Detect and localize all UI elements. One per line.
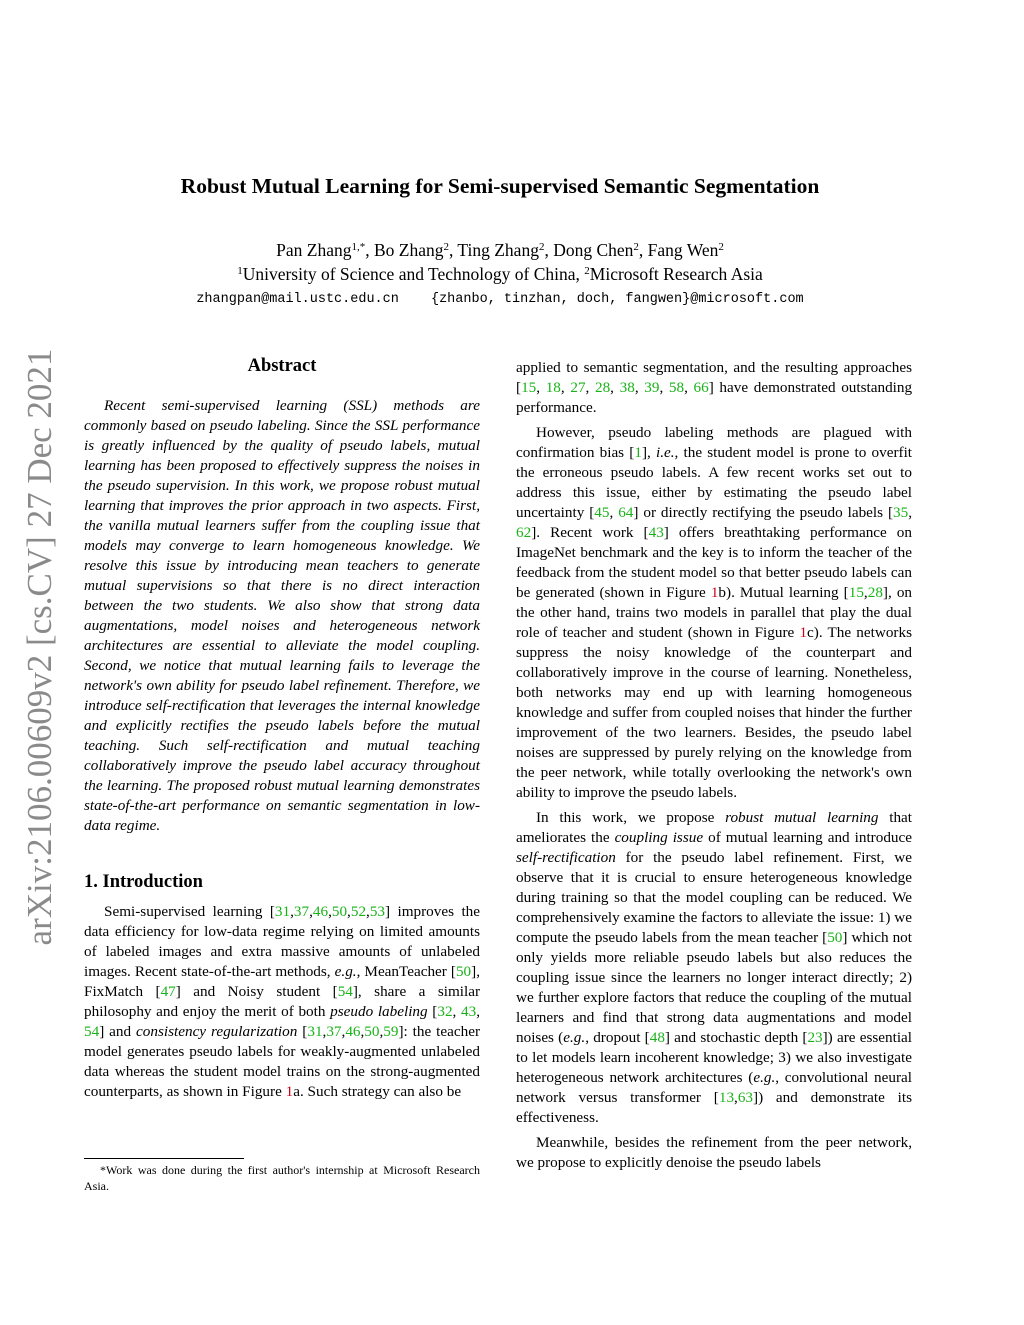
paper-title: Robust Mutual Learning for Semi-supervised Semantic Segmentation — [180, 174, 820, 198]
emphasis-text: pseudo labeling — [330, 1003, 428, 1020]
citation-link[interactable]: 28 — [867, 584, 883, 601]
emphasis-text: self-rectification — [516, 849, 616, 866]
citation-link[interactable]: 43 — [461, 1003, 477, 1020]
citation-link[interactable]: 27 — [570, 379, 586, 396]
citation-link[interactable]: 13 — [718, 1089, 735, 1106]
author-mark: 1,* — [351, 241, 366, 253]
arxiv-identifier: arXiv:2106.00609v2 [cs.CV] 27 Dec 2021 — [20, 348, 59, 946]
citation-link[interactable]: 39 — [644, 379, 660, 396]
author-mark: 2 — [443, 241, 449, 253]
abstract-text: Recent semi-supervised learning (SSL) methods are commonly based on pseudo labeling. Since the SSL performance is greatly influenced by the quality of pseudo labels, mutual learning has been proposed to effectively suppress the noises in the pseudo supervision. In this work, we propose robust mutual learning that improves the prior approach in two aspects. First, the vanilla mutual learners suffer from the coupling issue that models may converge to learn homogeneous knowledge. We resolve this issue by introducing mean teachers to generate mutual supervisions so that there is no direct interaction between the two students. We also show that strong data augmentations, model noises and heterogeneous network architectures are essential to alleviate the model coupling. Second, we notice that mutual learning fails to leverage the network's own ability for pseudo label refinement. Therefore, we introduce self-rectification that leverages the internal knowledge and explicitly rectifies the pseudo labels before the mutual teaching. Such self-rectification and mutual teaching collaboratively improve the pseudo label accuracy throughout the learning. The proposed robust mutual learning demonstrates state-of-the-art performance on semantic segmentation in low-data regime. — [84, 397, 480, 834]
emphasis-text: robust mutual learning — [725, 809, 879, 826]
citation-link[interactable]: 23 — [807, 1029, 823, 1046]
citation-link[interactable]: 64 — [618, 504, 634, 521]
emphasis-text: i.e. — [655, 444, 675, 461]
affiliation-mark: 2 — [584, 265, 590, 277]
citation-link[interactable]: 43 — [648, 524, 664, 541]
citation-link[interactable]: 52 — [350, 903, 367, 920]
citation-link[interactable]: 45 — [594, 504, 610, 521]
author-name: Ting Zhang — [457, 240, 539, 260]
citation-link[interactable]: 50 — [827, 929, 843, 946]
intro-paragraph-continued: applied to semantic segmentation, and the resulting approaches [15, 18, 27, 28, 38, 39, 58, 66] have demonstrated outstanding performance. — [516, 359, 913, 416]
citation-link[interactable]: 59 — [383, 1023, 399, 1040]
citation-link[interactable]: 15 — [848, 584, 864, 601]
affiliation-name: University of Science and Technology of China — [242, 264, 576, 284]
citation-link[interactable]: 35 — [893, 504, 909, 521]
citation-link[interactable]: 18 — [545, 379, 561, 396]
author-mark: 2 — [633, 241, 639, 253]
citation-link[interactable]: 53 — [369, 903, 386, 920]
footnote-rule — [84, 1158, 244, 1159]
email-group[interactable]: {zhanbo, tinzhan, doch, fangwen}@microsoft.com — [430, 292, 804, 307]
author-list: Pan Zhang$^{1,*}$, Bo Zhang$^2$, Ting Zhang$^2$, Dong Chen$^2$, Fang Wen$^2$ — [276, 240, 724, 260]
affiliation-name: Microsoft Research Asia — [589, 264, 763, 284]
author-mark: 2 — [538, 241, 545, 253]
citation-link[interactable]: 50 — [364, 1023, 380, 1040]
intro-paragraph-3: In this work, we propose robust mutual learning that ameliorates the coupling issue of mutual learning and introduce self-rectification for the pseudo label refinement. First, we observe that it is crucial to ensure heterogeneous knowledge during training so that the model coupling can be reduced. We comprehensively examine the factors to alleviate the issue: 1) we compute the pseudo labels from the mean teacher [50] which not only yields more reliable pseudo labels but also reduces the coupling issue since the learners no longer interact directly; 2) we further explore factors that reduce the coupling of the mutual learners and find that strong data augmentations and model noises (e.g., dropout [48] and stochastic depth [23]) are essential to let models learn incoherent knowledge; 3) we also investigate heterogeneous network architectures (e.g., convolutional neural network versus transformer [13,63]) and demonstrate its effectiveness. — [516, 809, 912, 1126]
citation-link[interactable]: 15 — [521, 379, 537, 396]
emphasis-text: e.g. — [753, 1069, 776, 1086]
citation-link[interactable]: 46 — [312, 903, 329, 920]
emphasis-text: coupling issue — [614, 829, 704, 846]
citation-link[interactable]: 37 — [326, 1023, 342, 1040]
section-heading-introduction: 1. Introduction — [84, 872, 203, 892]
figure-ref-link[interactable]: 1 — [285, 1083, 294, 1100]
citation-link[interactable]: 50 — [455, 963, 472, 980]
citation-link[interactable]: 38 — [619, 379, 635, 396]
citation-link[interactable]: 37 — [293, 903, 310, 920]
author-name: Fang Wen — [647, 240, 719, 260]
citation-link[interactable]: 58 — [668, 379, 685, 396]
abstract-heading: Abstract — [247, 356, 317, 376]
author-name: Bo Zhang — [373, 240, 444, 260]
figure-ref-link[interactable]: 1 — [799, 624, 808, 641]
footnote: *Work was done during the first author's internship at Microsoft Research Asia. — [84, 1163, 480, 1193]
citation-link[interactable]: 28 — [594, 379, 611, 396]
left-column — [84, 356, 480, 1107]
affiliation-list: $^1$University of Science and Technology of China, $^2$Microsoft Research Asia — [237, 264, 763, 284]
citation-link[interactable]: 63 — [737, 1089, 754, 1106]
author-name: Pan Zhang — [276, 240, 352, 260]
figure-ref-link[interactable]: 1 — [710, 584, 719, 601]
intro-paragraph-2: However, pseudo labeling methods are plagued with confirmation bias [1], i.e., the student model is prone to overfit the erroneous pseudo labels. A few recent works set out to address this issue, either by estimating the pseudo label uncertainty [45, 64] or directly rectifying the pseudo labels [35, 62]. Recent work [43] offers breathtaking performance on ImageNet benchmark and the key is to inform the teacher of the feedback from the student model so that better pseudo labels can be generated (shown in Figure 1b). Mutual learning [15,28], on the other hand, trains two models in parallel that play the dual role of teacher and student (shown in Figure 1c). The networks suppress the noisy knowledge of the counterpart and collaboratively improve in the course of learning. Nonetheless, both networks may end up with learning homogeneous knowledge and suffer from coupled noises that hinder the further improvement of the two learners. Besides, the pseudo label noises are suppressed by purely relying on the knowledge from the peer network, while totally overlooking the network's own ability to improve the pseudo labels. — [516, 424, 913, 801]
citation-link[interactable]: 31 — [274, 903, 291, 920]
citation-link[interactable]: 62 — [516, 524, 532, 541]
citation-link[interactable]: 54 — [84, 1023, 100, 1040]
citation-link[interactable]: 47 — [160, 983, 176, 1000]
citation-link[interactable]: 31 — [307, 1023, 323, 1040]
emphasis-text: e.g. — [563, 1029, 586, 1046]
emphasis-text: consistency regularization — [136, 1023, 298, 1040]
author-name: Dong Chen — [553, 240, 634, 260]
emphasis-text: e.g. — [334, 963, 357, 980]
affiliation-mark: 1 — [237, 265, 243, 277]
intro-paragraph-1: Semi-supervised learning [31,37,46,50,52,53] improves the data efficiency for low-data regime relying on limited amounts of labeled images and extra massive amounts of unlabeled images. Recent state-of-the-art methods, e.g., MeanTeacher [50], FixMatch [47] and Noisy student [54], share a similar philosophy and enjoy the merit of both pseudo labeling [32, 43, 54] and consistency regularization [31,37,46,50,59]: the teacher model generates pseudo labels for weakly-augmented unlabeled data whereas the student model trains on the strong-augmented counterparts, as shown in Figure 1a. Such strategy can also be — [84, 903, 480, 1100]
author-mark: 2 — [718, 241, 724, 253]
citation-link[interactable]: 48 — [649, 1029, 665, 1046]
citation-link[interactable]: 46 — [345, 1023, 361, 1040]
email-list — [0, 292, 1000, 307]
citation-link[interactable]: 54 — [337, 983, 353, 1000]
email-primary[interactable]: zhangpan@mail.ustc.edu.cn — [196, 292, 399, 307]
intro-paragraph-4: Meanwhile, besides the refinement from the peer network, we propose to explicitly denoise the pseudo labels — [516, 1134, 912, 1171]
citation-link[interactable]: 66 — [693, 379, 709, 396]
citation-link[interactable]: 1 — [634, 444, 642, 461]
citation-link[interactable]: 32 — [437, 1003, 453, 1020]
right-column — [516, 358, 912, 1178]
citation-link[interactable]: 50 — [331, 903, 348, 920]
